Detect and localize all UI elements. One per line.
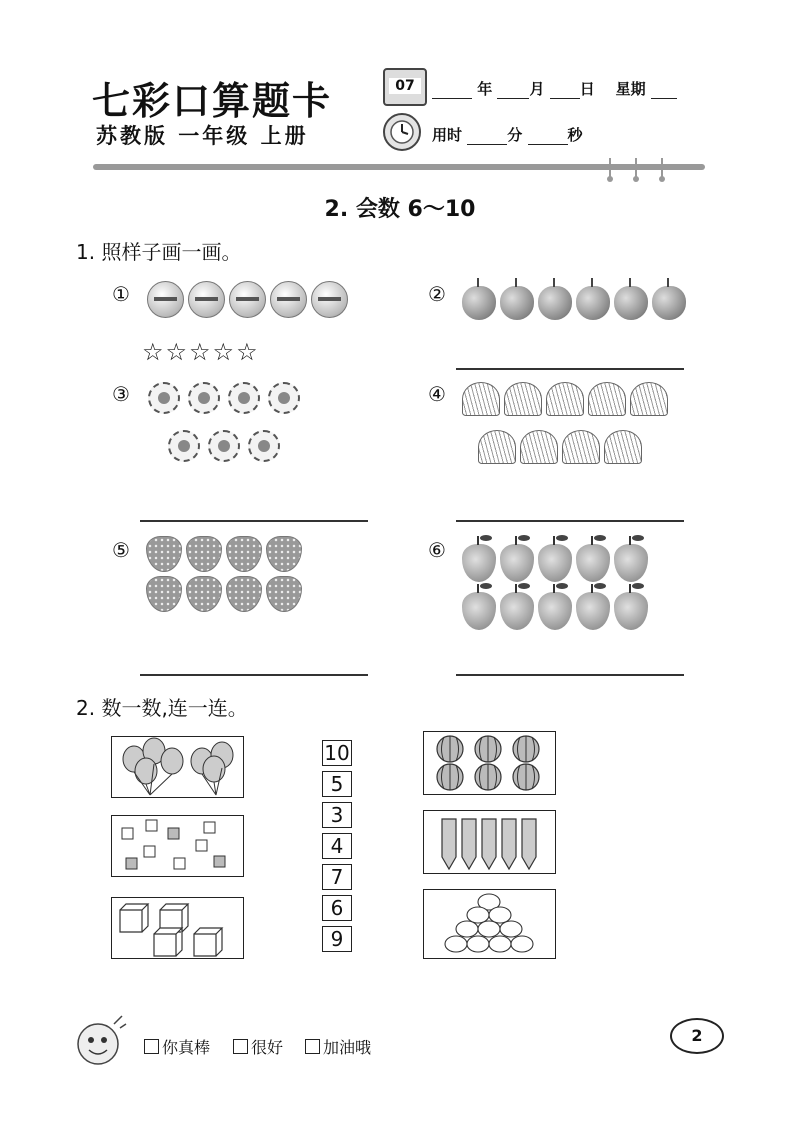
item-number: ① — [112, 282, 130, 306]
pear-image — [538, 592, 572, 630]
eggs-picture — [424, 890, 555, 958]
shell-image — [546, 382, 584, 416]
item-number: ⑥ — [428, 538, 446, 562]
clock-icon — [383, 113, 421, 151]
apples-row — [462, 280, 686, 320]
seconds-label: 秒 — [567, 126, 583, 144]
shell-image — [478, 430, 516, 464]
q1-heading: 1. 照样子画一画。 — [76, 240, 242, 264]
number-box[interactable]: 5 — [322, 771, 352, 797]
number-box[interactable]: 9 — [322, 926, 352, 952]
shell-image — [520, 430, 558, 464]
rating-option-good[interactable] — [233, 1035, 283, 1058]
watermelons-box[interactable] — [423, 731, 556, 795]
rating-label: 加油哦 — [323, 1038, 372, 1057]
month-label: 月 — [529, 80, 545, 98]
flower-image — [186, 380, 222, 416]
mascot-drawing — [74, 1012, 130, 1068]
flowers-row-top — [146, 380, 302, 416]
day-label: 日 — [579, 80, 595, 98]
rating-option-keep-going[interactable] — [305, 1035, 371, 1058]
answer-line[interactable] — [456, 368, 684, 370]
flower-image — [226, 380, 262, 416]
mascot-icon — [74, 1012, 130, 1068]
apple-image — [500, 286, 534, 320]
apple-image — [538, 286, 572, 320]
balls-row — [147, 281, 348, 318]
shell-image — [604, 430, 642, 464]
pear-image — [500, 592, 534, 630]
answer-line[interactable] — [140, 674, 368, 676]
example-stars: ☆☆☆☆☆ — [142, 338, 260, 366]
pear-image — [614, 544, 648, 582]
divider-dot — [633, 176, 639, 182]
apple-image — [652, 286, 686, 320]
shells-row-bottom — [478, 430, 642, 464]
pears-row-top — [462, 540, 648, 582]
checkbox[interactable] — [144, 1039, 159, 1054]
pear-image — [576, 592, 610, 630]
squares-picture — [112, 816, 243, 876]
weekday-label: 星期 — [615, 80, 646, 98]
balloons-picture — [112, 737, 243, 797]
divider-dot — [659, 176, 665, 182]
shell-image — [562, 430, 600, 464]
pear-image — [500, 544, 534, 582]
item-number: ④ — [428, 382, 446, 406]
number-box[interactable]: 10 — [322, 740, 352, 766]
checkbox[interactable] — [305, 1039, 320, 1054]
strawberry-image — [226, 576, 262, 612]
calendar-icon — [383, 68, 427, 106]
eggs-box[interactable] — [423, 889, 556, 959]
flower-image — [166, 428, 202, 464]
answer-line[interactable] — [456, 520, 684, 522]
apple-image — [576, 286, 610, 320]
strawberry-image — [266, 536, 302, 572]
seconds-blank[interactable] — [528, 126, 568, 145]
weekday-blank[interactable] — [651, 80, 677, 99]
shell-image — [504, 382, 542, 416]
flower-image — [266, 380, 302, 416]
edition-label: 苏教版 一年级 上册 — [96, 124, 309, 148]
q2-heading: 2. 数一数,连一连。 — [76, 696, 248, 720]
watermelons-picture — [424, 732, 555, 794]
rating-label: 你真棒 — [162, 1038, 211, 1057]
strawberry-image — [146, 536, 182, 572]
shell-image — [462, 382, 500, 416]
pear-image — [462, 592, 496, 630]
pencils-picture — [424, 811, 555, 873]
strawberries-row-bottom — [146, 576, 302, 612]
shells-row-top — [462, 382, 668, 416]
number-box[interactable]: 4 — [322, 833, 352, 859]
calendar-number: 07 — [389, 78, 421, 94]
date-line — [432, 78, 677, 99]
checkbox[interactable] — [233, 1039, 248, 1054]
time-line — [432, 124, 583, 145]
minutes-blank[interactable] — [467, 126, 507, 145]
section-title: 2. 会数 6～10 — [324, 197, 476, 222]
ball-image — [147, 281, 184, 318]
strawberry-image — [186, 576, 222, 612]
strawberry-image — [146, 576, 182, 612]
pear-image — [462, 544, 496, 582]
answer-line[interactable] — [456, 674, 684, 676]
page-number: 2 — [670, 1018, 724, 1054]
rating-label: 很好 — [251, 1038, 284, 1057]
flower-image — [246, 428, 282, 464]
day-blank[interactable] — [550, 80, 580, 99]
header-divider — [93, 164, 705, 170]
ball-image — [270, 281, 307, 318]
pear-image — [538, 544, 572, 582]
number-box[interactable]: 7 — [322, 864, 352, 890]
strawberry-image — [226, 536, 262, 572]
clock-hands — [385, 115, 419, 149]
number-box[interactable]: 6 — [322, 895, 352, 921]
cubes-box[interactable] — [111, 897, 244, 959]
pear-image — [576, 544, 610, 582]
squares-box[interactable] — [111, 815, 244, 877]
year-label: 年 — [477, 80, 493, 98]
year-blank[interactable] — [432, 80, 472, 99]
item-number: ③ — [112, 382, 130, 406]
flowers-row-bottom — [166, 428, 282, 464]
cubes-picture — [112, 898, 243, 958]
apple-image — [462, 286, 496, 320]
ball-image — [311, 281, 348, 318]
month-blank[interactable] — [497, 80, 529, 99]
number-box[interactable]: 3 — [322, 802, 352, 828]
apple-image — [614, 286, 648, 320]
ball-image — [229, 281, 266, 318]
rating-option-great[interactable] — [144, 1035, 210, 1058]
ball-image — [188, 281, 225, 318]
item-number: ⑤ — [112, 538, 130, 562]
time-label: 用时 — [432, 126, 463, 144]
item-number: ② — [428, 282, 446, 306]
shell-image — [630, 382, 668, 416]
pencils-box[interactable] — [423, 810, 556, 874]
strawberry-image — [186, 536, 222, 572]
strawberry-image — [266, 576, 302, 612]
pear-image — [614, 592, 648, 630]
answer-line[interactable] — [140, 520, 368, 522]
divider-dot — [607, 176, 613, 182]
shell-image — [588, 382, 626, 416]
flower-image — [206, 428, 242, 464]
strawberries-row-top — [146, 536, 302, 572]
pears-row-bottom — [462, 588, 648, 630]
balloons-box[interactable] — [111, 736, 244, 798]
brand-title: 七彩口算题卡 — [92, 78, 333, 123]
flower-image — [146, 380, 182, 416]
minutes-label: 分 — [507, 126, 523, 144]
